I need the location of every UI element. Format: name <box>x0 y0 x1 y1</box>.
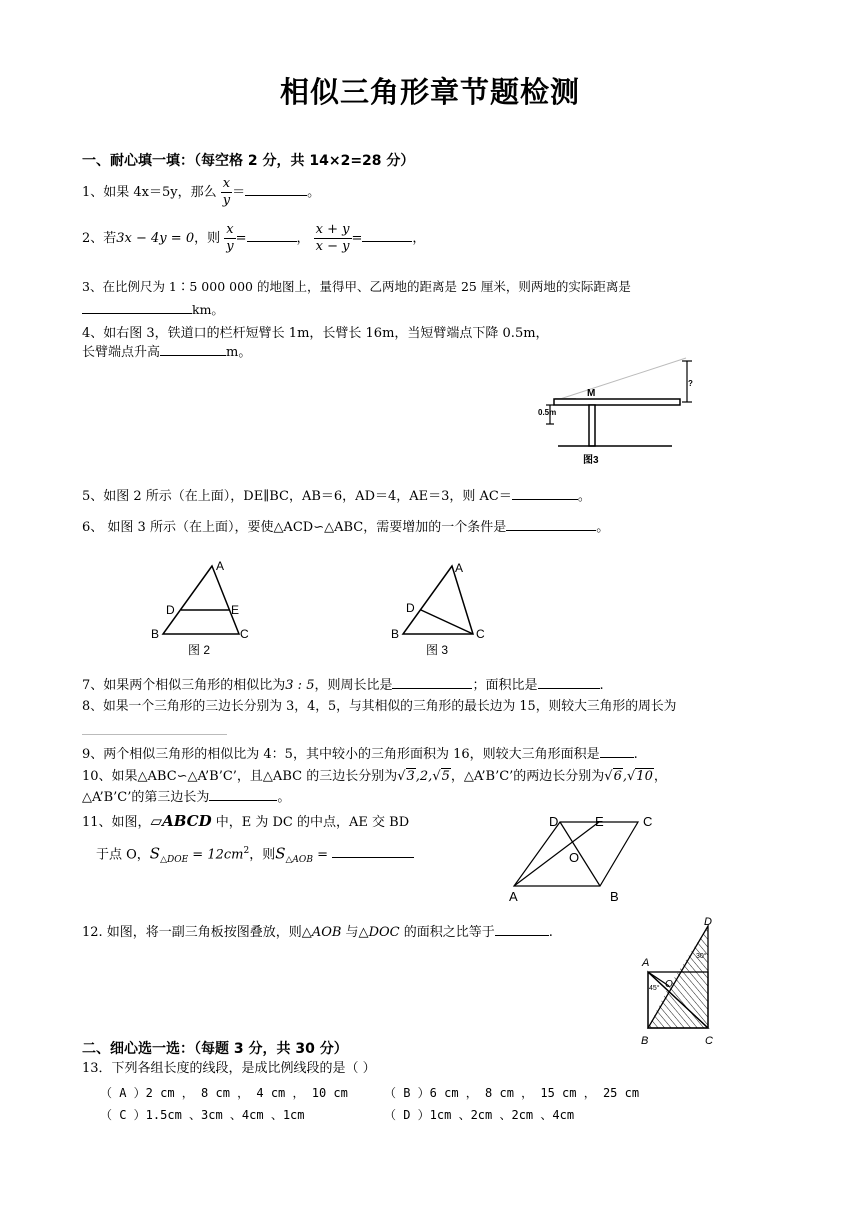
answer-blank <box>82 301 192 314</box>
fraction-x-over-y: $\frac{x}{y}$ <box>226 222 234 254</box>
point-o: O <box>569 850 580 865</box>
figure-11-parallelogram <box>503 812 668 904</box>
vertex-b: B <box>641 1035 649 1047</box>
vertex-b: B <box>391 627 400 641</box>
option-d[interactable]: （ D ）1cm 、2cm 、2cm 、4cm <box>384 1108 575 1122</box>
section-2-heading: 二、细心选一选：（每题 3 分，共 30 分） <box>82 1041 348 1057</box>
section-1-heading: 一、耐心填一填：（每空格 2 分，共 14×2=28 分） <box>82 153 415 169</box>
sqrt-3: √3 <box>397 769 415 784</box>
vertex-c: C <box>476 627 485 641</box>
sqrt-6: √6 <box>604 769 622 784</box>
question-6: 6、 如图 3 所示（在上面），要使△ACD∽△ABC，需要增加的一个条件是 。 <box>82 520 610 535</box>
question-2: 2、若3x − 4y = 0，则 $\frac{x}{y}$ = ， $\frac{x + y}{x - y}$ = ， <box>82 222 426 254</box>
triangle-abc <box>403 566 473 634</box>
option-b[interactable]: （ B ）6 cm ， 8 cm ， 15 cm ， 25 cm <box>384 1086 640 1100</box>
answer-blank <box>362 229 412 242</box>
sqrt-10: √10 <box>627 769 653 784</box>
vertex-e: E <box>231 603 240 617</box>
label-m: M <box>587 388 596 399</box>
answer-blank <box>495 923 549 936</box>
figure-12-set-squares <box>634 914 724 1048</box>
vertex-b: B <box>151 627 160 641</box>
vertex-c: C <box>240 627 249 641</box>
figure-3-triangle <box>388 558 498 662</box>
answer-blank <box>160 343 226 356</box>
barrier-post <box>589 405 595 446</box>
question-8: 8、如果一个三角形的三边长分别为 3，4，5，与其相似的三角形的最长边为 15，则较大三角形的周长为 <box>82 698 676 741</box>
answer-blank <box>209 788 277 801</box>
question-7: 7、如果两个相似三角形的相似比为3 : 5，则周长比是 ；面积比是 . <box>82 678 604 693</box>
question-5: 5、如图 2 所示（在上面），DE∥BC，AB＝6，AD＝4，AE＝3，则 AC＝ 。 <box>82 489 591 504</box>
label-question: ? <box>688 379 693 388</box>
sqrt-5: √5 <box>432 769 450 784</box>
angle-30: 30° <box>696 953 707 960</box>
figure-caption: 图3 <box>583 455 599 466</box>
question-1: 1、如果 4x＝5y，那么 $\frac{x}{y}$ ＝ 。 <box>82 176 321 208</box>
answer-blank <box>82 722 227 735</box>
vertex-d: D <box>704 916 712 928</box>
point-e: E <box>595 814 604 829</box>
vertex-a: A <box>455 561 464 575</box>
figure-caption: 图 3 <box>426 643 449 657</box>
point-o: O <box>665 979 673 990</box>
tilted-arm-line <box>560 358 686 399</box>
question-12: 12. 如图，将一副三角板按图叠放，则△AOB 与△DOC 的面积之比等于 . <box>82 925 553 940</box>
segment-ae <box>514 822 599 886</box>
vertex-d: D <box>166 603 175 617</box>
question-13: 13．下列各组长度的线段，是成比例线段的是（ ） <box>82 1061 376 1076</box>
vertex-c: C <box>705 1035 713 1047</box>
answer-blank <box>392 676 472 689</box>
answer-blank <box>247 229 297 242</box>
answer-blank <box>512 487 578 500</box>
vertex-b: B <box>610 889 619 904</box>
answer-blank <box>506 518 596 531</box>
vertex-d: D <box>549 814 559 829</box>
vertex-a: A <box>216 559 225 573</box>
barrier-arm <box>554 399 680 405</box>
answer-blank <box>332 845 414 858</box>
angle-45: 45° <box>649 985 660 992</box>
question-10: 10、如果△ABC∽△A’B’C’，且△ABC 的三边长分别为√3,2,√5，△A’B’C’的两边长分别为√6,√10， △A’B’C’的第三边长为 。 <box>82 769 667 805</box>
question-3: 3、在比例尺为 1∶5 000 000 的地图上，量得甲、乙两地的距离是 25 厘米，则两地的实际距离是 km。 <box>82 279 631 317</box>
answer-blank <box>245 183 307 196</box>
option-c[interactable]: （ C ）1.5cm 、3cm 、4cm 、1cm <box>100 1108 305 1122</box>
vertex-c: C <box>643 814 653 829</box>
answer-blank <box>600 745 634 758</box>
figure-2-triangle <box>148 558 258 662</box>
option-a[interactable]: （ A ）2 cm ， 8 cm ， 4 cm ， 10 cm <box>100 1086 348 1100</box>
question-4: 4、如右图 3，铁道口的栏杆短臂长 1m，长臂长 16m，当短臂端点下降 0.5m， 长臂端点升高 m。 <box>82 326 549 360</box>
answer-blank <box>538 676 600 689</box>
segment-bd <box>560 822 600 886</box>
fraction-sum-over-diff: $\frac{x + y}{x - y}$ <box>315 222 350 254</box>
triangle-abc <box>163 566 239 634</box>
vertex-d: D <box>406 601 415 615</box>
vertex-a: A <box>509 889 518 904</box>
vertex-a: A <box>642 957 650 969</box>
question-9: 9、两个相似三角形的相似比为 4：5，其中较小的三角形面积为 16，则较大三角形面积是 . <box>82 747 638 762</box>
page-title: 相似三角形章节题检测 <box>279 75 580 109</box>
figure-caption: 图 2 <box>188 643 211 657</box>
segment-cd <box>421 610 473 634</box>
label-length: 0.5m <box>538 408 557 417</box>
railway-barrier-figure <box>536 356 696 470</box>
fraction-x-over-y: $\frac{x}{y}$ <box>222 176 231 208</box>
question-11: 11、如图，▱ABCD 中，E 为 DC 的中点，AE 交 BD 于点 O，$S_{\triangle DOE} = 12cm^2$，则$S_{\triangle AOB}$ = <box>82 812 414 869</box>
